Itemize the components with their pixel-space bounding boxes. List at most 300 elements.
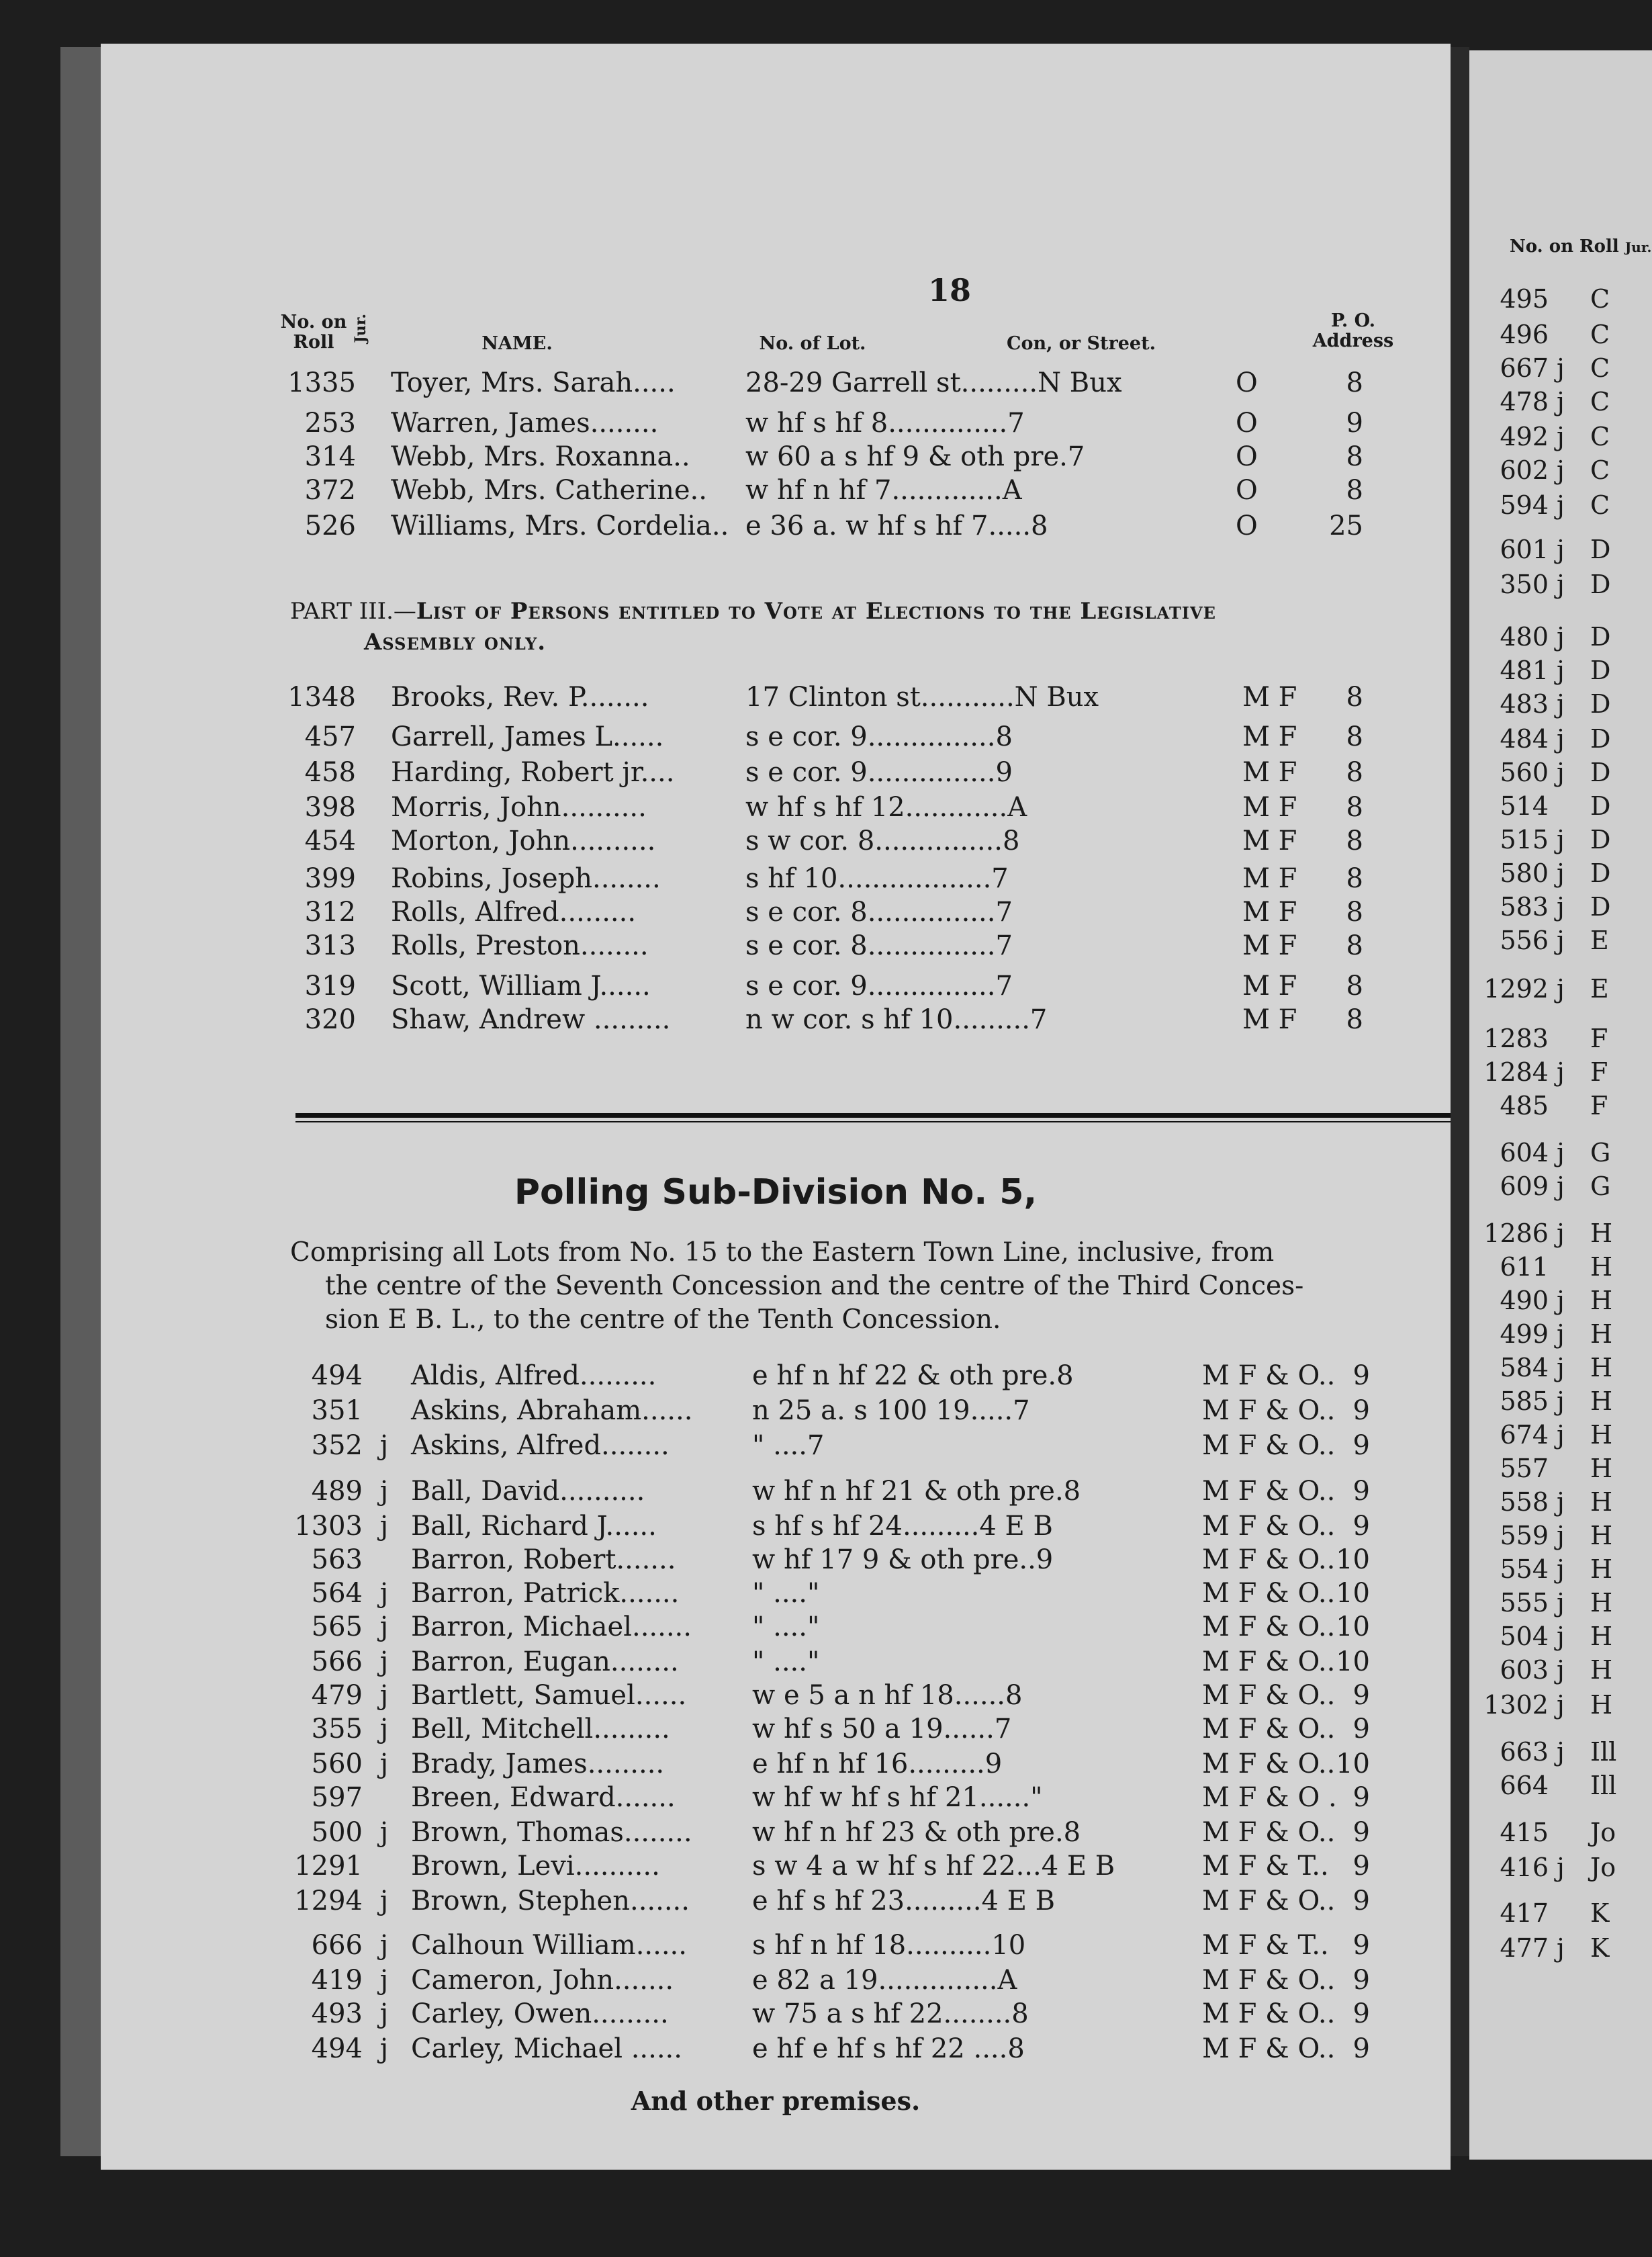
lot-description: " ...." <box>752 1611 820 1642</box>
juror-mark: j <box>379 1965 389 1996</box>
list-item <box>1469 890 1652 924</box>
name-fragment: D <box>1590 724 1611 754</box>
roll-number: 558 <box>1500 1487 1549 1517</box>
name-fragment: H <box>1590 1588 1613 1618</box>
lot-description: s hf n hf 18..........10 <box>752 1930 1026 1961</box>
roll-number: 355 <box>311 1714 363 1744</box>
roll-number: 485 <box>1500 1091 1549 1120</box>
roll-number: 604 <box>1500 1138 1549 1167</box>
name-fragment: H <box>1590 1690 1613 1720</box>
juror-mark: j <box>1557 353 1565 383</box>
roll-number: 584 <box>1500 1353 1549 1382</box>
list-item <box>1469 420 1652 453</box>
list-item <box>1469 1688 1652 1722</box>
table-row <box>101 1997 1451 2031</box>
table-row <box>101 1003 1451 1036</box>
roll-number: 398 <box>304 792 356 823</box>
name-fragment: Ill <box>1590 1771 1617 1800</box>
roll-number: 609 <box>1500 1171 1549 1201</box>
qualification: M F & T.. <box>1202 1930 1329 1961</box>
roll-number: 1348 <box>287 682 356 713</box>
list-item <box>1469 687 1652 721</box>
qualification: M F & O.. <box>1202 1646 1336 1677</box>
voter-name: Ball, Richard J...... <box>411 1511 657 1542</box>
list-item <box>1469 1931 1652 1965</box>
roll-number: 563 <box>311 1544 363 1575</box>
juror-mark: j <box>1557 1138 1565 1167</box>
header-name: NAME. <box>481 333 553 354</box>
juror-mark: j <box>1557 1171 1565 1201</box>
roll-number: 557 <box>1500 1454 1549 1483</box>
name-fragment: D <box>1590 825 1611 854</box>
roll-number: 560 <box>1500 758 1549 787</box>
qualification: M F & O.. <box>1202 1360 1336 1391</box>
qualification: M F & O.. <box>1202 1749 1336 1779</box>
header-po: P. O. Address <box>1312 310 1394 351</box>
name-fragment: C <box>1590 387 1610 416</box>
lot-description: w hf s 50 a 19......7 <box>752 1714 1012 1744</box>
voter-name: Robins, Joseph........ <box>391 863 661 894</box>
po-address: 8 <box>1346 792 1363 823</box>
name-fragment: H <box>1590 1386 1613 1416</box>
list-item <box>1469 1586 1652 1620</box>
header-roll: No. on Roll <box>280 312 347 353</box>
next-header-jur: Jur. <box>1624 239 1652 255</box>
name-fragment: D <box>1590 791 1611 821</box>
qualification: M F & O.. <box>1202 1476 1336 1507</box>
list-item <box>1469 1055 1652 1089</box>
name-fragment: D <box>1590 892 1611 922</box>
juror-mark: j <box>1557 387 1565 416</box>
roll-number: 500 <box>311 1817 363 1848</box>
po-address: 8 <box>1346 682 1363 713</box>
roll-number: 495 <box>1500 284 1549 314</box>
subdivision-title: Polling Sub-Division No. 5, <box>514 1172 1038 1212</box>
list-item <box>1469 1136 1652 1169</box>
voter-name: Williams, Mrs. Cordelia.. <box>391 511 729 541</box>
name-fragment: H <box>1590 1286 1613 1315</box>
list-item <box>1469 924 1652 957</box>
list-item <box>1469 1384 1652 1418</box>
voter-name: Carley, Michael ...... <box>411 2033 682 2064</box>
qualification: M F <box>1242 682 1297 713</box>
po-address: 10 <box>1336 1544 1370 1575</box>
lot-description: w 75 a s hf 22........8 <box>752 1998 1029 2029</box>
table-row <box>101 969 1451 1003</box>
qualification: M F <box>1242 792 1297 823</box>
po-address: 8 <box>1346 757 1363 788</box>
header-jur: Jur. <box>352 314 369 343</box>
lot-description: s w cor. 8...............8 <box>745 826 1020 856</box>
juror-mark: j <box>1557 1286 1565 1315</box>
qualification: M F & O.. <box>1202 1998 1336 2029</box>
roll-number: 667 <box>1500 353 1549 383</box>
juror-mark: j <box>1557 689 1565 719</box>
comprising-line3: sion E B. L., to the centre of the Tenth Concession. <box>325 1304 1001 1335</box>
roll-number: 489 <box>311 1476 363 1507</box>
roll-number: 556 <box>1500 926 1549 955</box>
name-fragment: G <box>1590 1171 1611 1201</box>
roll-number: 494 <box>311 1360 363 1391</box>
voter-name: Toyer, Mrs. Sarah..... <box>391 367 676 398</box>
list-item <box>1469 620 1652 654</box>
roll-number: 419 <box>311 1965 363 1996</box>
roll-number: 493 <box>311 1998 363 2029</box>
juror-mark: j <box>379 1578 389 1609</box>
name-fragment: E <box>1590 926 1609 955</box>
roll-number: 481 <box>1500 656 1549 685</box>
voter-name: Shaw, Andrew ......... <box>391 1004 671 1035</box>
name-fragment: H <box>1590 1655 1613 1685</box>
lot-description: s hf 10..................7 <box>745 863 1009 894</box>
juror-mark: j <box>1557 622 1565 652</box>
book-gutter <box>1451 47 1469 2156</box>
roll-number: 454 <box>304 826 356 856</box>
po-address: 9 <box>1352 1476 1370 1507</box>
table-row <box>101 1429 1451 1462</box>
juror-mark: j <box>1557 1588 1565 1618</box>
name-fragment: C <box>1590 490 1610 520</box>
po-address: 9 <box>1352 1998 1370 2029</box>
juror-mark: j <box>1557 1420 1565 1450</box>
lot-description: w 60 a s hf 9 & oth pre.7 <box>745 441 1085 472</box>
lot-description: e hf e hf s hf 22 ....8 <box>752 2033 1025 2064</box>
list-item <box>1469 1089 1652 1122</box>
qualification: M F & O.. <box>1202 1611 1336 1642</box>
table-row <box>101 1781 1451 1814</box>
voter-name: Webb, Mrs. Roxanna.. <box>391 441 690 472</box>
roll-number: 564 <box>311 1578 363 1609</box>
voter-name: Barron, Michael....... <box>411 1611 692 1642</box>
po-address: 9 <box>1352 1680 1370 1711</box>
list-item <box>1469 1169 1652 1203</box>
lot-description: s hf s hf 24.........4 E B <box>752 1511 1053 1542</box>
roll-number: 664 <box>1500 1771 1549 1800</box>
po-address: 9 <box>1352 1851 1370 1882</box>
name-fragment: D <box>1590 570 1611 599</box>
lot-description: w hf n hf 23 & oth pre.8 <box>752 1817 1081 1848</box>
lot-description: " ....7 <box>752 1430 825 1461</box>
voter-name: Garrell, James L...... <box>391 721 664 752</box>
voter-name: Carley, Owen......... <box>411 1998 669 2029</box>
roll-number: 483 <box>1500 689 1549 719</box>
voter-name: Webb, Mrs. Catherine.. <box>391 475 707 506</box>
lot-description: n w cor. s hf 10.........7 <box>745 1004 1048 1035</box>
roll-number: 514 <box>1500 791 1549 821</box>
roll-number: 1335 <box>287 367 356 398</box>
roll-number: 480 <box>1500 622 1549 652</box>
voter-name: Brown, Levi.......... <box>411 1851 660 1882</box>
table-row <box>101 366 1451 400</box>
table-row <box>101 862 1451 895</box>
po-address: 9 <box>1346 408 1363 439</box>
list-item <box>1469 1485 1652 1519</box>
name-fragment: K <box>1590 1898 1610 1928</box>
table-row <box>101 680 1451 714</box>
list-item <box>1469 823 1652 856</box>
roll-number: 484 <box>1500 724 1549 754</box>
table-row <box>101 1816 1451 1849</box>
juror-mark: j <box>1557 422 1565 451</box>
lot-description: 17 Clinton st...........N Bux <box>745 682 1099 713</box>
name-fragment: H <box>1590 1252 1613 1282</box>
name-fragment: D <box>1590 758 1611 787</box>
po-address: 8 <box>1346 930 1363 961</box>
name-fragment: Ill <box>1590 1737 1617 1767</box>
list-item <box>1469 722 1652 756</box>
next-page-fragment <box>1469 50 1652 2160</box>
list-item <box>1469 1317 1652 1351</box>
roll-number: 479 <box>311 1680 363 1711</box>
name-fragment: E <box>1590 974 1609 1004</box>
qualification: M F & T.. <box>1202 1851 1329 1882</box>
list-item <box>1469 756 1652 789</box>
roll-number: 314 <box>304 441 356 472</box>
qualification: M F <box>1242 721 1297 752</box>
juror-mark: j <box>1557 1853 1565 1882</box>
voter-name: Barron, Patrick....... <box>411 1578 680 1609</box>
qualification: O <box>1236 511 1258 541</box>
qualification: M F <box>1242 897 1297 928</box>
voter-name: Harding, Robert jr.... <box>391 757 675 788</box>
qualification: M F & O.. <box>1202 1965 1336 1996</box>
qualification: M F <box>1242 863 1297 894</box>
voter-name: Bell, Mitchell......... <box>411 1714 670 1744</box>
roll-number: 585 <box>1500 1386 1549 1416</box>
juror-mark: j <box>1557 858 1565 888</box>
lot-description: e hf n hf 22 & oth pre.8 <box>752 1360 1074 1391</box>
juror-mark: j <box>1557 1487 1565 1517</box>
po-address: 9 <box>1352 1965 1370 1996</box>
po-address: 10 <box>1336 1749 1370 1779</box>
list-item <box>1469 351 1652 385</box>
voter-name: Brady, James......... <box>411 1749 665 1779</box>
name-fragment: D <box>1590 535 1611 564</box>
table-row <box>101 440 1451 474</box>
table-row <box>101 1610 1451 1644</box>
juror-mark: j <box>379 1476 389 1507</box>
voter-name: Cameron, John....... <box>411 1965 674 1996</box>
voter-name: Askins, Abraham...... <box>411 1395 693 1426</box>
juror-mark: j <box>379 1430 389 1461</box>
juror-mark: j <box>1557 758 1565 787</box>
juror-mark: j <box>1557 1057 1565 1087</box>
roll-number: 312 <box>304 897 356 928</box>
lot-description: w e 5 a n hf 18......8 <box>752 1680 1023 1711</box>
qualification: O <box>1236 367 1258 398</box>
roll-number: 1286 <box>1483 1219 1549 1248</box>
divider-thick <box>295 1113 1484 1118</box>
name-fragment: H <box>1590 1454 1613 1483</box>
name-fragment: F <box>1590 1091 1608 1120</box>
roll-number: 602 <box>1500 455 1549 485</box>
juror-mark: j <box>1557 656 1565 685</box>
lot-description: e 82 a 19..............A <box>752 1965 1017 1996</box>
name-fragment: C <box>1590 320 1610 349</box>
po-address: 10 <box>1336 1611 1370 1642</box>
page-number: 18 <box>928 272 972 308</box>
roll-number: 566 <box>311 1646 363 1677</box>
roll-number: 417 <box>1500 1898 1549 1928</box>
name-fragment: G <box>1590 1138 1611 1167</box>
list-item <box>1469 282 1652 316</box>
juror-mark: j <box>1557 1521 1565 1550</box>
juror-mark: j <box>379 1886 389 1916</box>
table-row <box>101 895 1451 929</box>
juror-mark: j <box>1557 1622 1565 1651</box>
table-row <box>101 1394 1451 1427</box>
lot-description: n 25 a. s 100 19.....7 <box>752 1395 1030 1426</box>
qualification: M F & O.. <box>1202 1578 1336 1609</box>
roll-number: 352 <box>311 1430 363 1461</box>
juror-mark: j <box>379 2033 389 2064</box>
header-con: Con, or Street. <box>1007 333 1156 354</box>
table-row <box>101 474 1451 507</box>
lot-description: w hf 17 9 & oth pre..9 <box>752 1544 1054 1575</box>
name-fragment: H <box>1590 1319 1613 1349</box>
list-item <box>1469 318 1652 351</box>
juror-mark: j <box>1557 1690 1565 1720</box>
roll-number: 1302 <box>1483 1690 1549 1720</box>
po-address: 9 <box>1352 2033 1370 2064</box>
roll-number: 1294 <box>294 1886 363 1916</box>
roll-number: 603 <box>1500 1655 1549 1685</box>
po-address: 8 <box>1346 367 1363 398</box>
juror-mark: j <box>379 1646 389 1677</box>
list-item <box>1469 1519 1652 1552</box>
juror-mark: j <box>379 1714 389 1744</box>
juror-mark: j <box>379 1998 389 2029</box>
table-row <box>101 720 1451 754</box>
table-row <box>101 1679 1451 1712</box>
name-fragment: C <box>1590 353 1610 383</box>
roll-number: 666 <box>311 1930 363 1961</box>
qualification: O <box>1236 475 1258 506</box>
po-address: 9 <box>1352 1930 1370 1961</box>
table-row <box>101 1747 1451 1781</box>
po-address: 8 <box>1346 971 1363 1002</box>
qualification: M F & O.. <box>1202 1511 1336 1542</box>
roll-number: 601 <box>1500 535 1549 564</box>
qualification: O <box>1236 441 1258 472</box>
qualification: M F <box>1242 757 1297 788</box>
juror-mark: j <box>1557 1655 1565 1685</box>
roll-number: 415 <box>1500 1818 1549 1847</box>
list-item <box>1469 1769 1652 1802</box>
footer-note: And other premises. <box>631 2086 921 2116</box>
table-row <box>101 791 1451 824</box>
table-row <box>101 1474 1451 1508</box>
list-item <box>1469 1351 1652 1384</box>
table-row <box>101 756 1451 789</box>
lot-description: e hf n hf 16.........9 <box>752 1749 1003 1779</box>
document-page <box>101 44 1451 2170</box>
list-item <box>1469 1022 1652 1055</box>
voter-name: Bartlett, Samuel...... <box>411 1680 687 1711</box>
table-row <box>101 1712 1451 1746</box>
list-item <box>1469 488 1652 522</box>
lot-description: s e cor. 8...............7 <box>745 930 1013 961</box>
voter-name: Barron, Robert....... <box>411 1544 676 1575</box>
list-item <box>1469 1620 1652 1653</box>
lot-description: w hf w hf s hf 21......" <box>752 1782 1043 1813</box>
roll-number: 494 <box>311 2033 363 2064</box>
roll-number: 478 <box>1500 387 1549 416</box>
lot-description: w hf s hf 12............A <box>745 792 1027 823</box>
voter-name: Rolls, Preston........ <box>391 930 649 961</box>
list-item <box>1469 789 1652 823</box>
qualification: M F & O.. <box>1202 1430 1336 1461</box>
name-fragment: C <box>1590 284 1610 314</box>
voter-name: Brown, Stephen....... <box>411 1886 690 1916</box>
name-fragment: C <box>1590 455 1610 485</box>
name-fragment: D <box>1590 622 1611 652</box>
po-address: 9 <box>1352 1395 1370 1426</box>
list-item <box>1469 654 1652 687</box>
roll-number: 477 <box>1500 1933 1549 1963</box>
roll-number: 583 <box>1500 892 1549 922</box>
name-fragment: Jo <box>1590 1853 1616 1882</box>
juror-mark: j <box>1557 1353 1565 1382</box>
list-item <box>1469 533 1652 566</box>
table-row <box>101 1963 1451 1997</box>
roll-number: 554 <box>1500 1554 1549 1584</box>
lot-description: w hf n hf 7.............A <box>745 475 1022 506</box>
list-item <box>1469 1216 1652 1250</box>
roll-number: 1284 <box>1483 1057 1549 1087</box>
lot-description: e hf s hf 23.........4 E B <box>752 1886 1055 1916</box>
roll-number: 457 <box>304 721 356 752</box>
voter-name: Morris, John.......... <box>391 792 647 823</box>
lot-description: " ...." <box>752 1646 820 1677</box>
juror-mark: j <box>1557 892 1565 922</box>
lot-description: 28-29 Garrell st.........N Bux <box>745 367 1122 398</box>
juror-mark: j <box>1557 490 1565 520</box>
qualification: M F & O.. <box>1202 1714 1336 1744</box>
comprising-text <box>290 1236 1506 1337</box>
voter-name: Brown, Thomas........ <box>411 1817 692 1848</box>
po-address: 8 <box>1346 863 1363 894</box>
table-row <box>101 1509 1451 1543</box>
roll-number: 611 <box>1500 1252 1549 1282</box>
roll-number: 663 <box>1500 1737 1549 1767</box>
roll-number: 555 <box>1500 1588 1549 1618</box>
po-address: 9 <box>1352 1430 1370 1461</box>
list-item <box>1469 1250 1652 1284</box>
po-address: 9 <box>1352 1511 1370 1542</box>
roll-number: 515 <box>1500 825 1549 854</box>
roll-number: 351 <box>311 1395 363 1426</box>
list-item <box>1469 385 1652 418</box>
voter-name: Ball, David.......... <box>411 1476 645 1507</box>
name-fragment: H <box>1590 1521 1613 1550</box>
juror-mark: j <box>1557 724 1565 754</box>
voter-name: Brooks, Rev. P........ <box>391 682 649 713</box>
juror-mark: j <box>379 1749 389 1779</box>
lot-description: s e cor. 9...............9 <box>745 757 1013 788</box>
roll-number: 313 <box>304 930 356 961</box>
name-fragment: H <box>1590 1487 1613 1517</box>
list-item <box>1469 1452 1652 1485</box>
juror-mark: j <box>1557 1933 1565 1963</box>
roll-number: 499 <box>1500 1319 1549 1349</box>
name-fragment: H <box>1590 1219 1613 1248</box>
juror-mark: j <box>1557 535 1565 564</box>
po-address: 9 <box>1352 1782 1370 1813</box>
voter-name: Aldis, Alfred......... <box>411 1360 657 1391</box>
juror-mark: j <box>1557 1737 1565 1767</box>
voter-name: Barron, Eugan........ <box>411 1646 679 1677</box>
